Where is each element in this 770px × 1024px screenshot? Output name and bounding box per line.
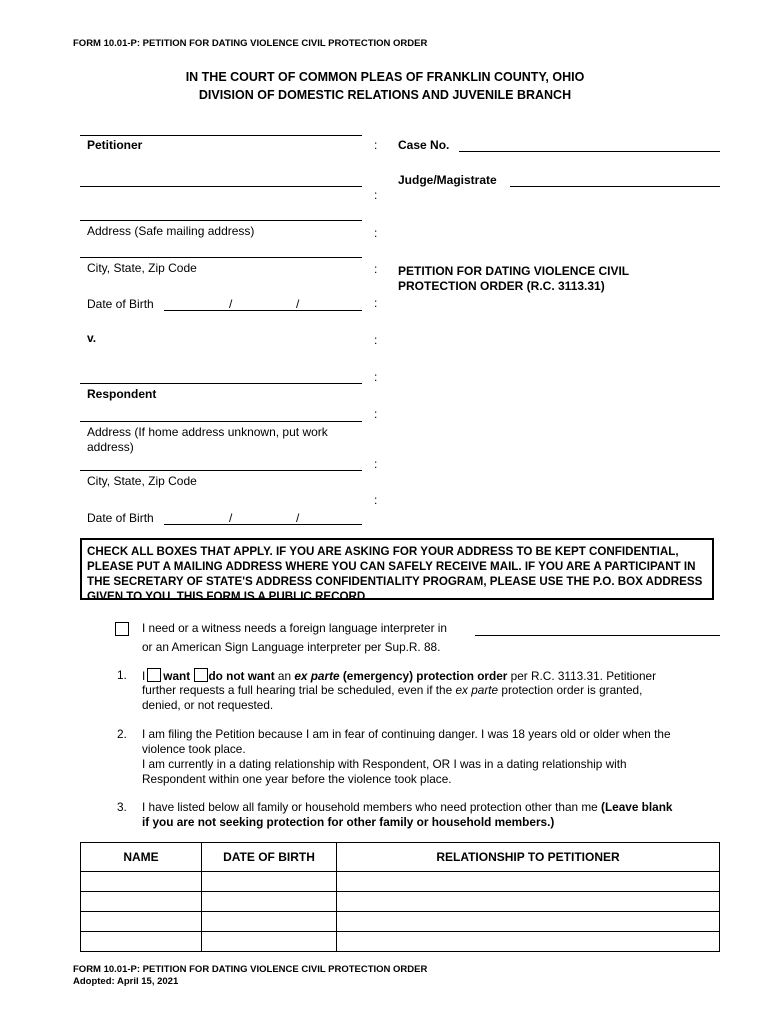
want-label: want [163,669,191,683]
household-members-table [80,842,720,952]
item-number: 2. [117,727,127,741]
item2-line4: Respondent within one year before the violence took place. [142,772,452,786]
caption-colon: : [374,370,378,384]
table-cell[interactable] [202,872,337,892]
table-cell[interactable] [337,872,720,892]
court-division: DIVISION OF DOMESTIC RELATIONS AND JUVENILE BRANCH [198,88,572,102]
petitioner-address-line[interactable] [80,220,362,221]
notice-box: CHECK ALL BOXES THAT APPLY. IF YOU ARE ASKING FOR YOUR ADDRESS TO BE KEPT CONFIDENTIAL, PLEASE PUT A MAILING ADDRESS WHERE YOU CAN SAFELY RECEIVE MAIL. IF YOU ARE A PARTICIPANT IN THE SECRETARY OF STATE'S ADDRESS CONFIDENTIALITY PROGRAM, PLEASE USE THE P.O. BOX ADDRESS GIVEN TO YOU. THIS FORM IS A PUBLIC RECORD. [80,538,714,600]
caption-colon: : [374,296,378,310]
court-title: IN THE COURT OF COMMON PLEAS OF FRANKLIN COUNTY, OHIO [185,70,585,84]
table-row [81,872,720,892]
item1-rest: per R.C. 3113.31. Petitioner [510,669,657,683]
interpreter-text-2: or an American Sign Language interpreter per Sup.R. 88. [142,640,441,654]
dob-separator: / [296,511,300,525]
judge-field[interactable] [510,186,720,187]
caption-colon: : [374,138,378,152]
name-column-header: NAME [81,843,202,872]
table-cell[interactable] [81,872,202,892]
do-not-want-checkbox[interactable] [194,668,208,682]
table-cell[interactable] [337,932,720,952]
interpreter-text: I need or a witness needs a foreign language interpreter in [142,621,447,635]
item2-line2: violence took place. [142,742,246,756]
caption-colon: : [374,333,378,347]
case-no-field[interactable] [459,151,720,152]
caption-colon: : [374,457,378,471]
table-cell[interactable] [337,912,720,932]
item-number: 1. [117,668,127,682]
case-no-label: Case No. [398,138,450,152]
petition-title: PETITION FOR DATING VIOLENCE CIVIL PROTECTION ORDER (R.C. 3113.31) [398,264,629,293]
item3-bold: (Leave blank [601,800,673,814]
table-header-row [81,843,720,872]
table-row [81,912,720,932]
respondent-dob-field[interactable] [164,524,362,525]
respondent-address-line[interactable] [80,421,362,422]
table-cell[interactable] [81,912,202,932]
petitioner-dob-field[interactable] [164,310,362,311]
protection-order-label: (emergency) protection order [342,669,508,683]
petitioner-address-label: Address (Safe mailing address) [87,224,255,238]
dob-separator: / [229,511,233,525]
petitioner-name-line[interactable] [80,135,362,136]
table-cell[interactable] [337,892,720,912]
respondent-city-line[interactable] [80,470,362,471]
item1-line1 [142,668,722,684]
item1-ex-parte: ex parte [455,683,499,697]
caption-colon: : [374,493,378,507]
respondent-city-label: City, State, Zip Code [87,474,197,488]
dob-separator: / [296,297,300,311]
item3-line1 [142,800,722,815]
table-cell[interactable] [202,932,337,952]
respondent-address-label: Address (If home address unknown, put work address) [87,425,328,454]
petitioner-label: Petitioner [87,138,143,152]
respondent-dob-label: Date of Birth [87,511,154,525]
caption-colon: : [374,262,378,276]
item1-line2-text-b: protection order is granted, [501,683,643,697]
petitioner-city-line[interactable] [80,257,362,258]
caption-colon: : [374,226,378,240]
item3-text: I have listed below all family or household members who need protection other than me [142,800,598,814]
item-number: 3. [117,800,127,814]
footer-form: FORM 10.01-P: PETITION FOR DATING VIOLENCE CIVIL PROTECTION ORDER [73,964,428,975]
table-cell[interactable] [81,892,202,912]
petitioner-name-line-2[interactable] [80,186,362,187]
table-cell[interactable] [202,912,337,932]
table-cell[interactable] [202,892,337,912]
ex-parte-label: ex parte [294,669,340,683]
footer-adopted: Adopted: April 15, 2021 [73,976,179,987]
interpreter-checkbox[interactable] [115,622,129,636]
dob-separator: / [229,297,233,311]
item1-prefix: I [142,669,146,683]
want-checkbox[interactable] [147,668,161,682]
item2-line3: I am currently in a dating relationship with Respondent, OR I was in a dating relationship with [142,757,627,771]
respondent-label: Respondent [87,387,157,401]
do-not-want-label: do not want [208,669,275,683]
respondent-name-line[interactable] [80,383,362,384]
petitioner-dob-label: Date of Birth [87,297,154,311]
judge-label: Judge/Magistrate [398,173,497,187]
item1-line2-text: further requests a full hearing trial be scheduled, even if the [142,683,453,697]
form-header: FORM 10.01-P: PETITION FOR DATING VIOLENCE CIVIL PROTECTION ORDER [73,38,428,49]
item1-line2 [142,683,722,698]
caption-colon: : [374,407,378,421]
table-row [81,892,720,912]
item3-line2: if you are not seeking protection for other family or household members.) [142,815,555,829]
relationship-column-header: RELATIONSHIP TO PETITIONER [337,843,720,872]
table-row [81,932,720,952]
petitioner-city-label: City, State, Zip Code [87,261,197,275]
interpreter-language-field[interactable] [475,635,720,636]
dob-column-header: DATE OF BIRTH [202,843,337,872]
versus: v. [87,331,97,345]
caption-colon: : [374,188,378,202]
item1-an: an [277,669,292,683]
item2-line1: I am filing the Petition because I am in fear of continuing danger. I was 18 years old or older when the [142,727,671,741]
table-cell[interactable] [81,932,202,952]
item1-line3: denied, or not requested. [142,698,274,712]
